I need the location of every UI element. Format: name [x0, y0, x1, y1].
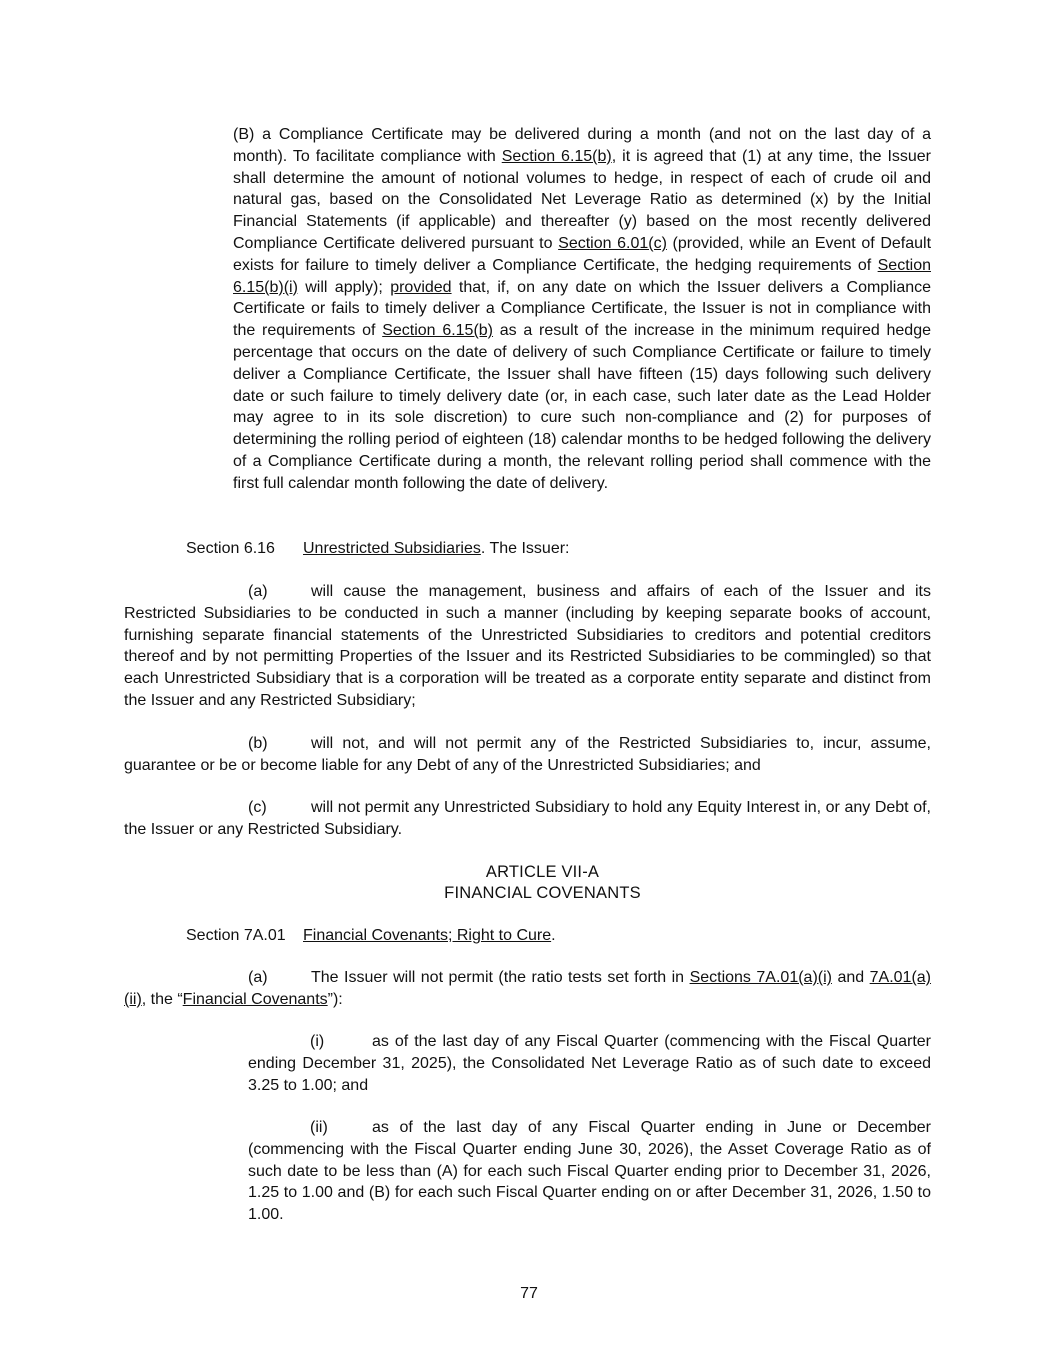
- clause-text: will not permit any Unrestricted Subsidiary to hold any Equity Interest in, or any Debt of, the Issuer or any Restricted Subsidiary.: [124, 799, 931, 838]
- section-title: Unrestricted Subsidiaries: [303, 540, 481, 557]
- clause-label: (c): [248, 799, 267, 816]
- section-6-16-clause-a: [124, 581, 931, 712]
- clause-label: (a): [248, 583, 268, 600]
- clause-text: as of the last day of any Fiscal Quarter ending in June or December (commencing with the Fiscal Quarter ending June 30, 2026), the Asset Coverage Ratio as of such date to be less than (A) for each such Fiscal Quarter ending prior to December 31, 2026, 1.25 to 1.00 and (B) for each such Fiscal Quarter ending on or after December 31, 2026, 1.50 to 1.00.: [248, 1119, 931, 1224]
- text-run: , the “: [141, 990, 183, 1008]
- clause-label: (a): [248, 969, 268, 986]
- text-run: (provided, while an Event of Default exists for failure to timely deliver a Compliance Certificate, the hedging requirements of: [233, 234, 932, 274]
- text-run: , it is agreed that (1) at any time, the Issuer shall determine the amount of notional volumes to hedge, in respect of each of crude oil and natural gas, based on the Consolidated Net Leverage Ratio as determined (x) by the Initial Financial Statements (if applicable) and thereafter (y) based on the most recently delivered Compliance Certificate delivered pursuant to: [233, 147, 932, 252]
- text-run: and: [831, 969, 870, 986]
- text-run: . The Issuer:: [480, 540, 570, 557]
- section-reference: Sections 7A.01(a)(i): [689, 969, 832, 986]
- section-7a-01-subclause-i: [248, 1031, 931, 1096]
- section-number: Section 7A.01: [186, 927, 286, 944]
- section-7a-01-subclause-ii: [248, 1117, 931, 1226]
- text-run: The Issuer will not permit (the ratio tests set forth in: [311, 969, 690, 986]
- section-reference: Section 6.15(b): [501, 147, 612, 165]
- page-number: 77: [520, 1285, 538, 1302]
- clause-text: as of the last day of any Fiscal Quarter (commencing with the Fiscal Quarter ending December 31, 2025), the Consolidated Net Leverage Ratio as of such date to exceed 3.25 to 1.00; and: [248, 1033, 931, 1094]
- section-reference: 7A.01(a)(ii): [124, 969, 932, 1008]
- text-run: will apply);: [297, 278, 391, 296]
- section-reference: Section 6.15(b)(i): [233, 256, 931, 296]
- section-title: Financial Covenants; Right to Cure: [303, 927, 552, 944]
- defined-term: provided: [390, 278, 452, 296]
- section-number: Section 6.16: [186, 540, 275, 557]
- text-run: (B) a Compliance Certificate may be delivered during a month (and not on the last day of a month). To facilitate compliance with: [233, 126, 931, 165]
- section-7a-01-heading: [186, 925, 931, 947]
- text-run: as a result of the increase in the minimum required hedge percentage that occurs on the date of delivery of such Compliance Certificate or failure to timely deliver a Compliance Certificate, the Issuer shall have fifteen (15) days following such delivery date or such failure to timely delivery date (or, in each case, such later date as the Lead Holder may agree to in its sole discretion) to cure such non-compliance and (2) for purposes of determining the rolling period of eighteen (18) calendar months to be hedged following the delivery of a Compliance Certificate during a month, the relevant rolling period shall commence with the first full calendar month following the date of delivery.: [233, 322, 931, 492]
- section-6-16-clause-b: [124, 733, 931, 777]
- text-run: ”):: [327, 990, 343, 1008]
- defined-term: Financial Covenants: [182, 990, 328, 1008]
- section-reference: Section 6.15(b): [382, 322, 494, 340]
- article-heading-line1: ARTICLE VII-A: [485, 863, 600, 881]
- section-reference: Section 6.01(c): [558, 234, 667, 252]
- text-run: .: [551, 927, 556, 944]
- text-run: that, if, on any date on which the Issuer delivers a Compliance Certificate or fails to timely deliver a Compliance Certificate, the Issuer is not in compliance with the requirements of: [233, 278, 932, 340]
- section-7a-01-clause-a: [124, 967, 931, 1011]
- section-6-16-heading: [186, 538, 931, 560]
- clause-label: (b): [248, 735, 268, 752]
- clause-label: (ii): [310, 1119, 328, 1136]
- clause-label: (i): [310, 1033, 325, 1050]
- paragraph-b-continuation: [233, 124, 931, 495]
- section-6-16-clause-c: [124, 797, 931, 841]
- clause-text: will cause the management, business and affairs of each of the Issuer and its Restricted Subsidiaries to be conducted in such a manner (including by keeping separate books of account, furnishing separate financial statements of the Unrestricted Subsidiaries to creditors and potential creditors thereof and by not permitting Properties of the Issuer and its Restricted Subsidiaries to be commingled) so that each Unrestricted Subsidiary that is a corporation will be treated as a corporate entity separate and distinct from the Issuer and any Restricted Subsidiary;: [124, 583, 931, 709]
- clause-text: will not, and will not permit any of the Restricted Subsidiaries to, incur, assume, guarantee or be or become liable for any Debt of any of the Unrestricted Subsidiaries; and: [124, 735, 931, 774]
- article-heading-line2: FINANCIAL COVENANTS: [444, 884, 641, 902]
